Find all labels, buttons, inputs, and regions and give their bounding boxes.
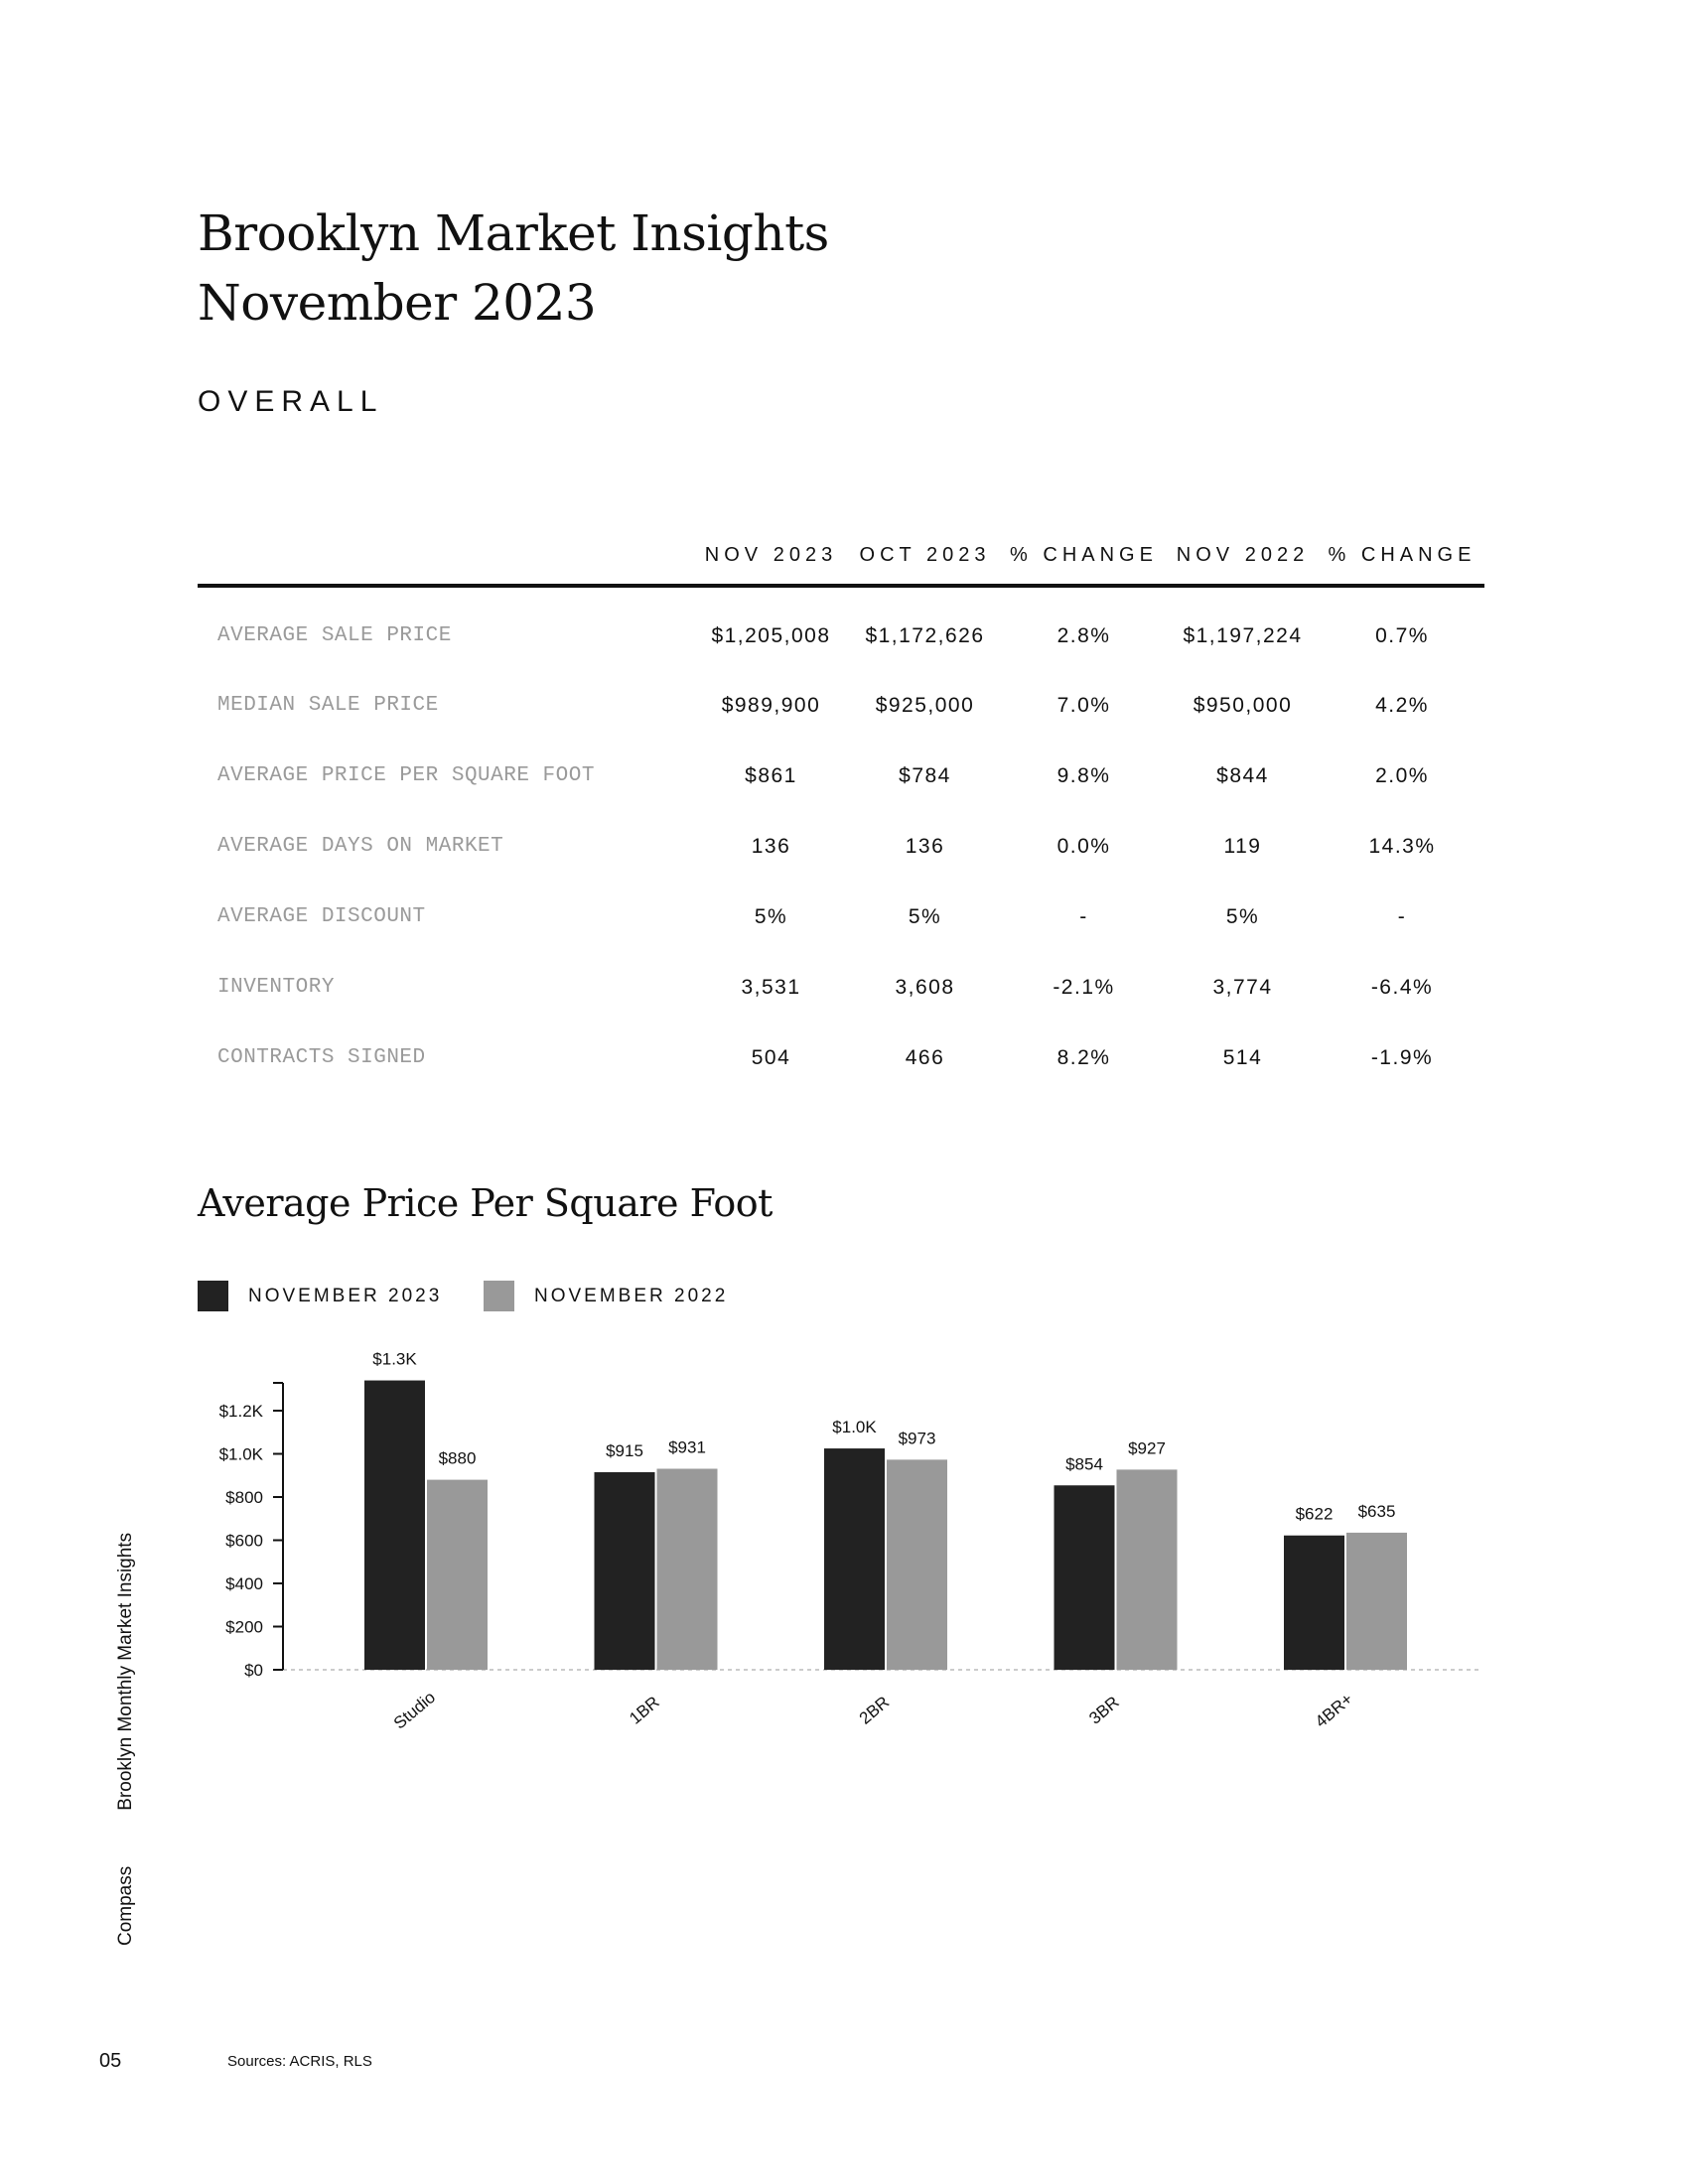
table-row	[198, 670, 1484, 741]
y-tick-label: $400	[225, 1574, 263, 1593]
data-label: $854	[1065, 1454, 1103, 1474]
row-label: AVERAGE PRICE PER SQUARE FOOT	[217, 764, 595, 787]
y-tick-label: $1.0K	[218, 1444, 263, 1464]
table-cell: 8.2%	[1056, 1045, 1111, 1069]
bar	[427, 1480, 488, 1670]
table-cell: 0.7%	[1375, 623, 1429, 647]
table-row	[198, 882, 1484, 952]
brand-name: Compass	[115, 1865, 136, 1946]
legend-swatch-nov-2023	[198, 1281, 228, 1311]
table-cell: $1,205,008	[711, 623, 831, 647]
bar	[657, 1469, 718, 1670]
bar	[1346, 1533, 1407, 1670]
table-cell: $950,000	[1193, 693, 1293, 717]
y-tick-label: $800	[225, 1488, 263, 1507]
table-cell: -6.4%	[1370, 975, 1434, 999]
x-tick-label: 3BR	[1085, 1692, 1123, 1728]
table-header-label	[198, 526, 694, 586]
column-header: NOV 2022	[1176, 543, 1310, 566]
table-cell: $861	[745, 763, 797, 787]
table-row	[198, 1023, 1484, 1093]
table-cell: $784	[899, 763, 951, 787]
table-cell: 9.8%	[1056, 763, 1111, 787]
table-row	[198, 586, 1484, 670]
row-label: AVERAGE SALE PRICE	[217, 624, 452, 647]
table-cell: 5%	[754, 904, 788, 928]
row-label: CONTRACTS SIGNED	[217, 1046, 426, 1069]
table-cell: 504	[751, 1045, 791, 1069]
data-label: $973	[898, 1429, 936, 1448]
table-cell: -2.1%	[1053, 975, 1115, 999]
table-cell: 514	[1222, 1045, 1263, 1069]
table-cell: 0.0%	[1056, 834, 1111, 858]
bar	[824, 1448, 885, 1670]
section-heading: OVERALL	[198, 385, 384, 418]
table-row	[198, 741, 1484, 811]
page-title	[198, 199, 829, 338]
table-cell: $844	[1216, 763, 1269, 787]
y-tick-label: $600	[225, 1531, 263, 1551]
page-number: 05	[99, 2050, 122, 2072]
table-cell: $1,172,626	[865, 623, 985, 647]
table-cell: 5%	[908, 904, 942, 928]
data-label: $915	[606, 1440, 643, 1460]
chart-title: Average Price Per Square Foot	[198, 1181, 773, 1225]
column-header: % CHANGE	[1328, 543, 1477, 566]
table-cell: 5%	[1225, 904, 1260, 928]
legend-swatch-nov-2022	[484, 1281, 514, 1311]
table-cell: 7.0%	[1056, 693, 1111, 717]
x-tick-label: 4BR+	[1311, 1689, 1357, 1731]
table-cell: 3,608	[895, 975, 955, 999]
column-header: NOV 2023	[704, 543, 838, 566]
legend-item-nov-2022	[484, 1281, 728, 1311]
data-label: $1.3K	[372, 1349, 417, 1369]
table-cell: -1.9%	[1370, 1045, 1434, 1069]
page-title-line1: Brooklyn Market Insights	[198, 205, 829, 262]
legend-item-nov-2023	[198, 1281, 442, 1311]
table-cell: -	[1079, 904, 1088, 928]
data-label: $927	[1128, 1438, 1166, 1458]
table-cell: 2.8%	[1056, 623, 1111, 647]
sidebar-text	[115, 1533, 137, 1946]
table-cell: 466	[905, 1045, 945, 1069]
price-per-sqft-bar-chart	[0, 1330, 1688, 1827]
bar	[595, 1472, 655, 1670]
bar	[1055, 1485, 1115, 1670]
column-header: % CHANGE	[1010, 543, 1158, 566]
row-label: MEDIAN SALE PRICE	[217, 694, 439, 717]
row-label: AVERAGE DAYS ON MARKET	[217, 835, 504, 858]
table-cell: 4.2%	[1375, 693, 1429, 717]
y-tick-label: $200	[225, 1617, 263, 1637]
y-tick-label: $1.2K	[218, 1402, 263, 1421]
data-label: $931	[668, 1437, 706, 1457]
bar	[364, 1381, 425, 1670]
row-label: INVENTORY	[217, 976, 335, 999]
table-cell: 136	[905, 834, 945, 858]
bar	[1284, 1536, 1344, 1670]
table-cell: 119	[1223, 834, 1262, 858]
overall-stats-table	[198, 526, 1484, 1093]
table-cell: $989,900	[721, 693, 821, 717]
bar	[1117, 1469, 1178, 1670]
x-tick-label: 2BR	[855, 1692, 894, 1728]
table-cell: 2.0%	[1375, 763, 1429, 787]
table-cell: -	[1397, 904, 1407, 928]
legend-label-nov-2022: NOVEMBER 2022	[534, 1285, 729, 1306]
table-row	[198, 952, 1484, 1023]
table-cell: 3,774	[1212, 975, 1273, 999]
page-title-line2: November 2023	[198, 274, 597, 332]
x-tick-label: 1BR	[626, 1692, 663, 1728]
table-cell: 136	[751, 834, 791, 858]
x-tick-label: Studio	[389, 1688, 440, 1733]
data-label: $880	[438, 1448, 477, 1468]
row-label: AVERAGE DISCOUNT	[217, 905, 426, 928]
table-cell: 3,531	[741, 975, 801, 999]
sources-note: Sources: ACRIS, RLS	[227, 2053, 372, 2070]
table-cell: $925,000	[875, 693, 975, 717]
data-label: $1.0K	[832, 1418, 877, 1437]
publication-name: Brooklyn Monthly Market Insights	[115, 1532, 136, 1811]
data-label: $622	[1295, 1504, 1334, 1524]
bar	[887, 1459, 947, 1670]
column-header: OCT 2023	[859, 543, 991, 566]
y-tick-label: $0	[244, 1661, 263, 1680]
legend-label-nov-2023: NOVEMBER 2023	[248, 1285, 443, 1306]
data-label: $635	[1357, 1501, 1396, 1521]
table-cell: 14.3%	[1368, 834, 1436, 858]
table-header-row	[198, 526, 1484, 586]
table-row	[198, 811, 1484, 882]
table-cell: $1,197,224	[1183, 623, 1303, 647]
